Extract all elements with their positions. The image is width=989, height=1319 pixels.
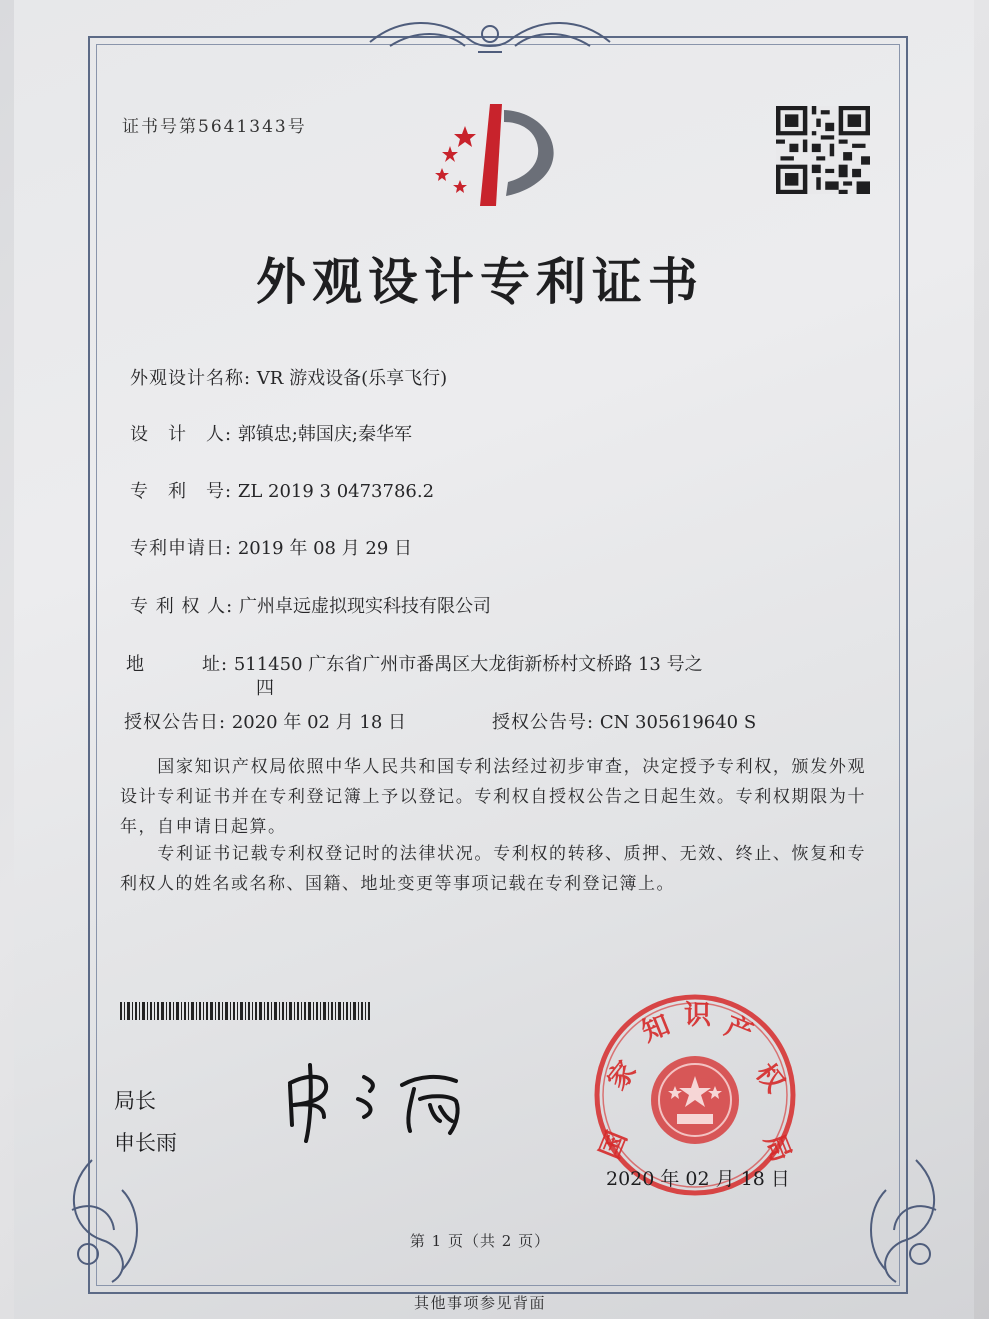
filing-date-value: 2019 年 08 月 29 日 (237, 538, 413, 559)
handwritten-signature (280, 1055, 500, 1145)
seal-char-4: 识 (684, 1000, 711, 1031)
body-paragraph-2: 专利证书记载专利权登记时的法律状况。专利权的转移、质押、无效、终止、恢复和专利权人的姓名或名称、国籍、地址变更等事项记载在专利登记簿上。 (120, 844, 866, 894)
seal-char-3: 知 (637, 1009, 675, 1049)
designer-row (130, 420, 412, 446)
grant-date-value: 2020 年 02 月 18 日 (231, 712, 407, 733)
filing-date-label: 专利申请日: (130, 538, 233, 559)
patent-number-row (130, 477, 434, 503)
design-name-row (130, 364, 447, 390)
signatory-name: 申长雨 (114, 1131, 177, 1155)
seal-char-5: 产 (720, 1010, 758, 1050)
grant-number-label: 授权公告号: (492, 712, 595, 733)
patentee-label: 专 利 权 人: (130, 596, 234, 617)
patentee-value: 广州卓远虚拟现实科技有限公司 (238, 596, 491, 617)
patent-number-value: ZL 2019 3 0473786.2 (237, 481, 435, 502)
bottom-right-ornament (846, 1150, 956, 1290)
grant-number-value: CN 305619640 S (599, 712, 757, 733)
body-paragraph-1: 国家知识产权局依照中华人民共和国专利法经过初步审查，决定授予专利权，颁发外观设计专利证书并在专利登记簿上予以登记。专利权自授权公告之日起生效。专利权期限为十年，自申请日起算。 (120, 757, 866, 837)
bottom-left-ornament (52, 1150, 162, 1290)
cnipa-logo-icon (420, 98, 570, 210)
signatory-role: 局长 (114, 1089, 156, 1113)
grant-number-row (492, 708, 756, 734)
designer-label: 设 计 人: (130, 424, 233, 445)
design-name-value: VR 游戏设备(乐享飞行) (256, 368, 448, 389)
designer-value: 郭镇忠;韩国庆;秦华军 (237, 424, 412, 445)
seal-char-2: 家 (601, 1055, 643, 1096)
qr-code[interactable] (776, 106, 870, 194)
design-name-label: 外观设计名称: (130, 368, 252, 389)
address-row (126, 650, 703, 676)
certificate-title: 外观设计专利证书 (256, 253, 704, 311)
page-indicator: 第 1 页（共 2 页） (409, 1232, 551, 1250)
seal-char-6: 权 (749, 1057, 791, 1099)
patentee-row (130, 592, 491, 618)
address-value-line1: 511450 广东省广州市番禺区大龙街新桥村文桥路 13 号之 (233, 654, 703, 675)
address-label: 地 址: (126, 654, 229, 675)
address-value-line2: 四 (256, 678, 274, 699)
seal-char-7: 局 (757, 1129, 797, 1167)
seal-date: 2020 年 02 月 18 日 (606, 1168, 790, 1190)
certificate-number: 证书号第5641343号 (122, 117, 307, 137)
filing-date-row (130, 534, 412, 560)
footer-note: 其他事项参见背面 (413, 1294, 546, 1312)
patent-number-label: 专 利 号: (130, 481, 233, 502)
top-ornament (360, 12, 620, 58)
barcode (120, 1002, 370, 1020)
grant-date-row (124, 708, 406, 734)
seal-char-1: 国 (594, 1126, 634, 1164)
signatory-block (114, 1080, 177, 1164)
grant-date-label: 授权公告日: (124, 712, 227, 733)
